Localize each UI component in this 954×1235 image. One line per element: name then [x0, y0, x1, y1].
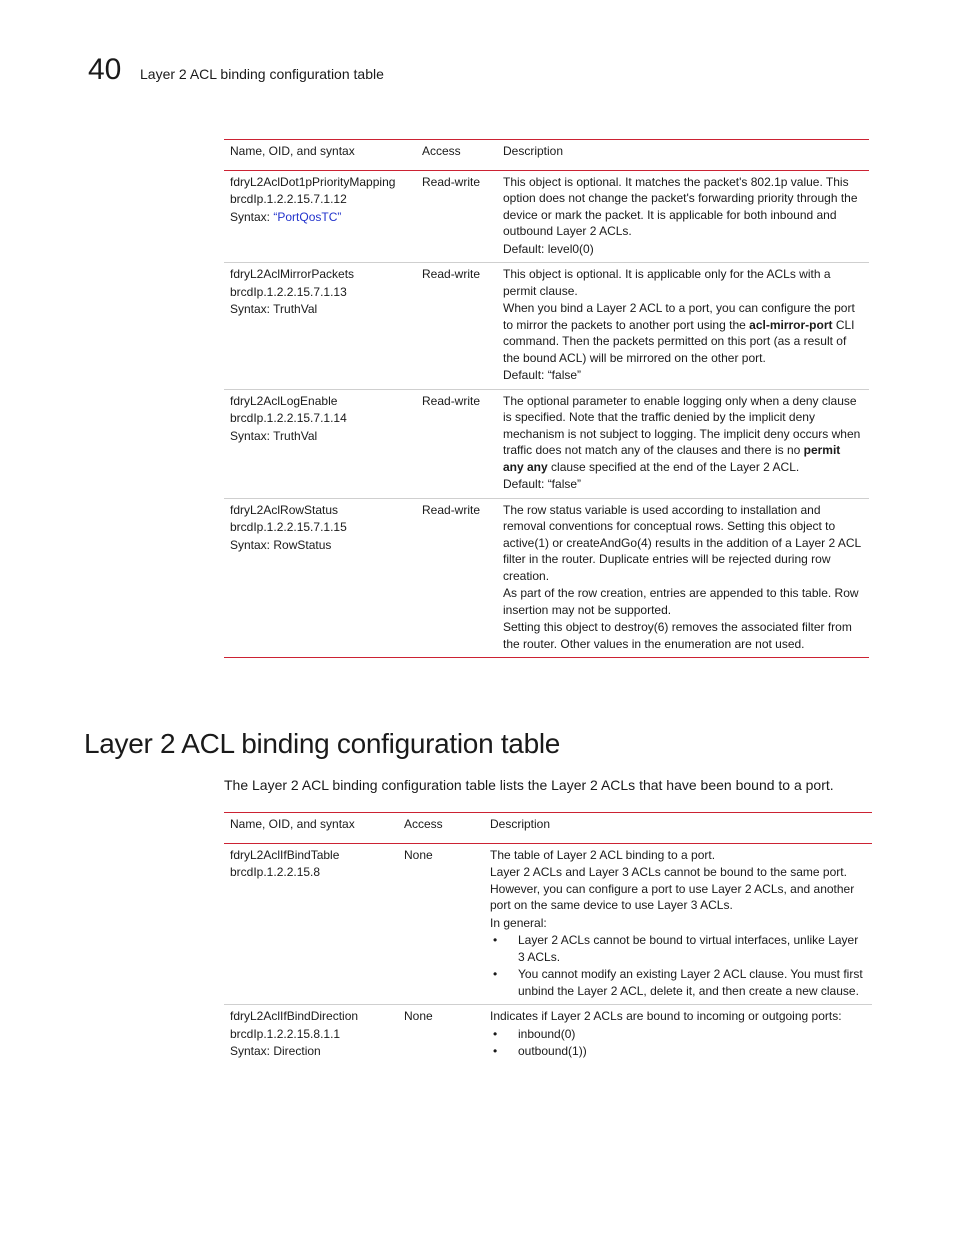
- access-cell: Read-write: [416, 498, 497, 658]
- syntax-prefix: Syntax:: [230, 209, 274, 224]
- object-name: fdryL2AclMirrorPackets: [230, 267, 355, 281]
- object-oid: brcdIp.1.2.2.15.8: [230, 865, 321, 879]
- list-item: [490, 1043, 866, 1060]
- list-item: [490, 932, 866, 965]
- bullet-icon: •: [493, 967, 498, 981]
- list-item-text: You cannot modify an existing Layer 2 ACL clause. You must first unbind the Layer 2 ACL, delete it, and then create a new clause.: [518, 967, 863, 998]
- object-name: fdryL2AclRowStatus: [230, 502, 339, 517]
- cli-command: permit any any: [503, 443, 841, 474]
- access-cell: None: [398, 843, 484, 1005]
- description-cell: [484, 843, 872, 1005]
- description-cell: [497, 170, 869, 263]
- desc-text-post: clause specified at the end of the Layer 2 ACL.: [547, 459, 800, 474]
- table-header-row: [224, 813, 872, 844]
- object-syntax: Syntax: RowStatus: [230, 537, 332, 552]
- description-text: As part of the row creation, entries are appended to this table. Row insertion may not be supported.: [503, 586, 859, 617]
- object-syntax: Syntax: TruthVal: [230, 428, 318, 443]
- object-syntax: [230, 209, 410, 226]
- table-row: [224, 389, 869, 498]
- access-cell: Read-write: [416, 170, 497, 263]
- column-header-name: Name, OID, and syntax: [224, 140, 416, 171]
- description-text: [503, 300, 863, 366]
- object-name: fdryL2AclIfBindTable: [230, 847, 340, 862]
- name-cell: [224, 498, 416, 658]
- bullet-icon: •: [493, 933, 498, 947]
- bullet-list: [490, 932, 866, 999]
- object-name: fdryL2AclLogEnable: [230, 393, 338, 408]
- object-oid: brcdIp.1.2.2.15.7.1.14: [230, 411, 347, 425]
- table-row: [224, 170, 869, 263]
- object-oid: brcdIp.1.2.2.15.7.1.15: [230, 520, 347, 534]
- object-syntax: Syntax: Direction: [230, 1044, 321, 1058]
- list-item-text: outbound(1)): [518, 1044, 587, 1058]
- name-cell: [224, 389, 416, 498]
- name-cell: [224, 1005, 398, 1065]
- list-item: [490, 966, 866, 999]
- description-cell: [497, 498, 869, 658]
- column-header-access: Access: [416, 140, 497, 171]
- table-header-row: [224, 140, 869, 171]
- desc-text-pre: When you bind a Layer 2 ACL to a port, you can configure the port to mirror the packets to another port using the: [503, 301, 855, 332]
- description-text: Indicates if Layer 2 ACLs are bound to incoming or outgoing ports:: [490, 1009, 842, 1023]
- column-header-description: Description: [497, 140, 869, 171]
- description-text: This object is optional. It is applicable only for the ACLs with a permit clause.: [503, 267, 831, 298]
- description-text: The table of Layer 2 ACL binding to a port.: [490, 847, 716, 862]
- column-header-description: Description: [484, 813, 872, 844]
- access-cell: Read-write: [416, 263, 497, 390]
- table-row: [224, 843, 872, 1005]
- section-title: Layer 2 ACL binding configuration table: [84, 728, 561, 759]
- description-default: Default: “false”: [503, 477, 582, 491]
- description-cell: [497, 389, 869, 498]
- table-row: [224, 263, 869, 390]
- chapter-title: Layer 2 ACL binding configuration table: [140, 66, 384, 82]
- list-item: [490, 1026, 866, 1043]
- access-cell: Read-write: [416, 389, 497, 498]
- bullet-icon: •: [493, 1044, 498, 1058]
- description-text: The row status variable is used according to installation and removal conventions for conceptual rows. Setting this object to active(1) or createAndGo(4) results in the addition of a Layer 2 ACL filter in the router. Duplicate entries will be rejected during row creation.: [503, 502, 861, 583]
- object-oid: brcdIp.1.2.2.15.7.1.12: [230, 192, 347, 206]
- column-header-name: Name, OID, and syntax: [224, 813, 398, 844]
- description-text: This object is optional. It matches the packet's 802.1p value. This option does not change the packet's forwarding priority through the device or mark the packet. It is applicable for both inbound and outbound Layer 2 ACLs.: [503, 174, 858, 238]
- object-oid: brcdIp.1.2.2.15.7.1.13: [230, 284, 347, 299]
- list-item-text: Layer 2 ACLs cannot be bound to virtual interfaces, unlike Layer 3 ACLs.: [518, 933, 859, 964]
- table-row: [224, 1005, 872, 1065]
- section-intro: The Layer 2 ACL binding configuration table lists the Layer 2 ACLs that have been bound to a port.: [224, 777, 834, 793]
- description-cell: [484, 1005, 872, 1065]
- description-cell: [497, 263, 869, 390]
- table-row: [224, 498, 869, 658]
- mib-table-binding: [224, 812, 872, 1065]
- object-oid: brcdIp.1.2.2.15.8.1.1: [230, 1026, 341, 1041]
- name-cell: [224, 170, 416, 263]
- list-item-text: inbound(0): [518, 1026, 576, 1041]
- description-text: Setting this object to destroy(6) removes the associated filter from the router. Other values in the enumeration are not used.: [503, 620, 852, 651]
- chapter-number: 40: [88, 53, 122, 86]
- name-cell: [224, 843, 398, 1005]
- name-cell: [224, 263, 416, 390]
- object-name: fdryL2AclIfBindDirection: [230, 1009, 359, 1023]
- description-text: In general:: [490, 915, 547, 930]
- description-default: Default: “false”: [503, 368, 582, 382]
- object-syntax: Syntax: TruthVal: [230, 302, 318, 316]
- bullet-list: [490, 1026, 866, 1060]
- bullet-icon: •: [493, 1026, 498, 1041]
- syntax-link[interactable]: “PortQosTC”: [273, 209, 342, 224]
- description-default: Default: level0(0): [503, 241, 594, 256]
- description-text: Layer 2 ACLs and Layer 3 ACLs cannot be bound to the same port. However, you can configure a port to use Layer 2 ACLs, and another port on the same device to use Layer 3 ACLs.: [490, 865, 855, 912]
- column-header-access: Access: [398, 813, 484, 844]
- desc-text-pre: The optional parameter to enable logging only when a deny clause is specified. Note that the traffic denied by the implicit deny mechanism is not subject to logging. The implicit deny occurs when traffic does not match any of the clauses and there is no: [503, 393, 861, 457]
- mib-table-acl: [224, 139, 869, 658]
- object-name: fdryL2AclDot1pPriorityMapping: [230, 174, 396, 189]
- cli-command: acl-mirror-port: [749, 317, 833, 332]
- description-text: [503, 393, 863, 476]
- desc-text-post: CLI command. Then the packets permitted on this port (as a result of the bound ACL) will be mirrored on the other port.: [503, 317, 855, 365]
- access-cell: None: [404, 1009, 433, 1023]
